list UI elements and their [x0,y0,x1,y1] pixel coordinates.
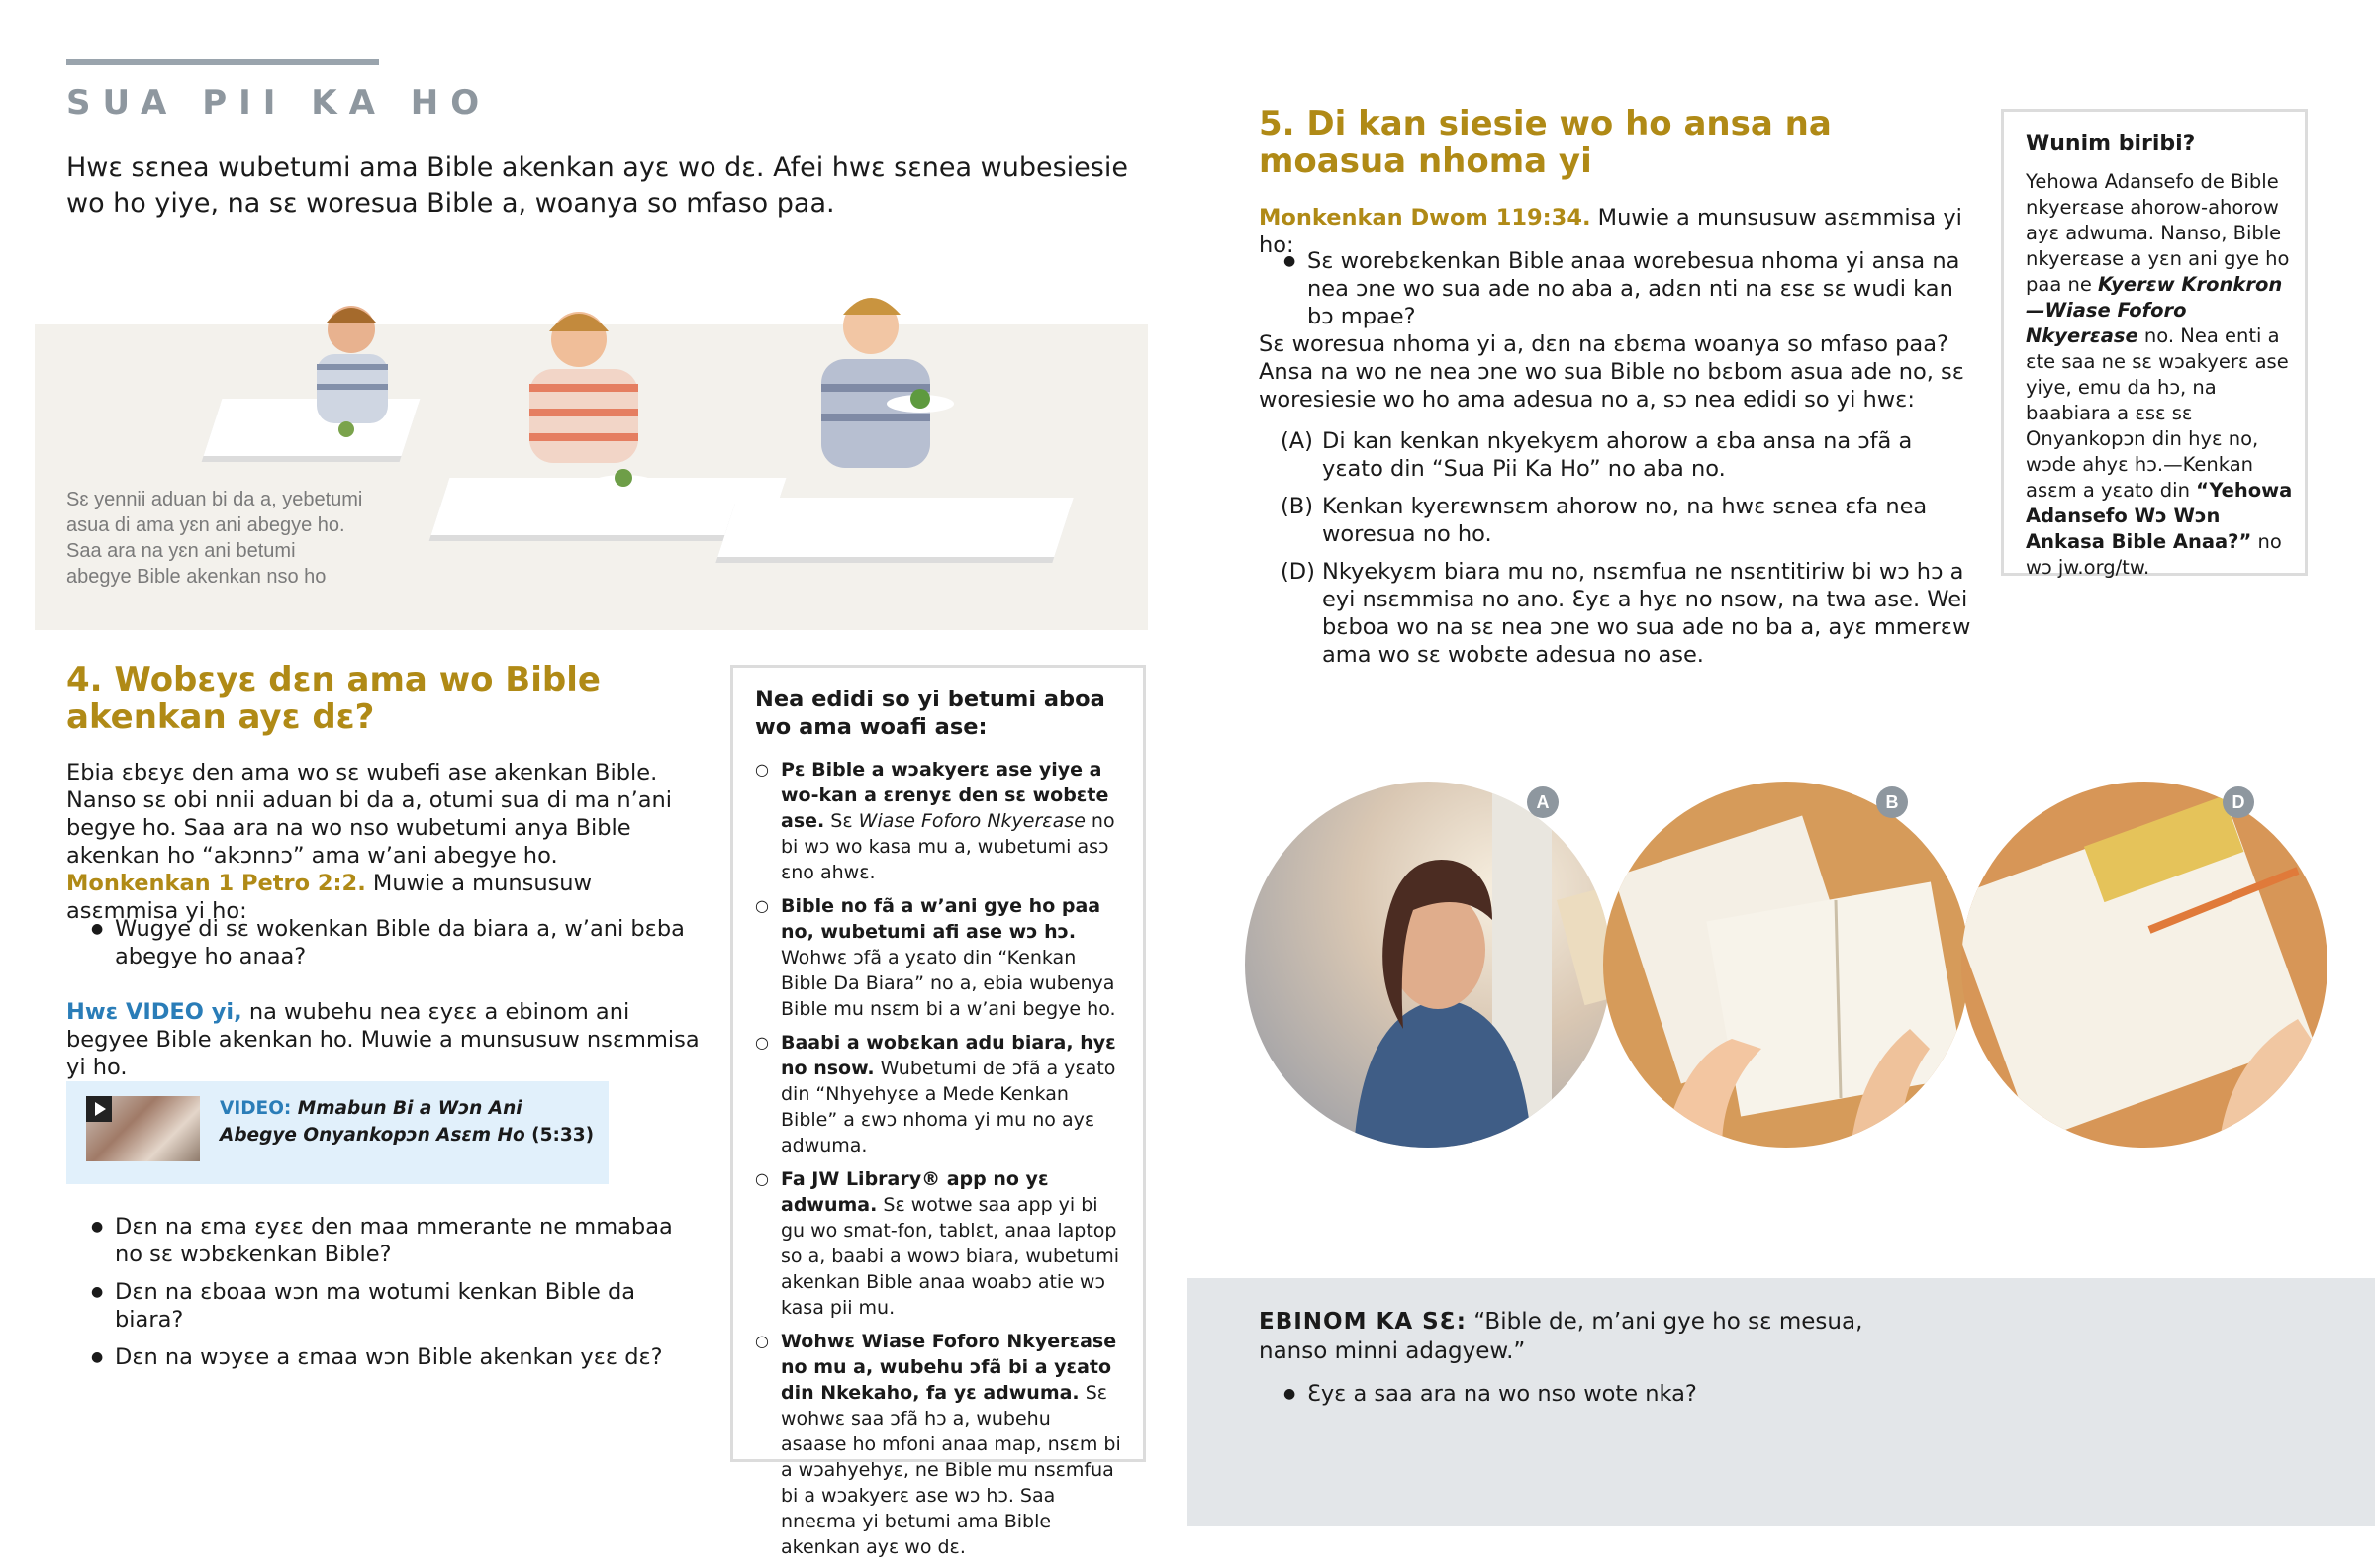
section-5-title: 5. Di kan siesie wo ho ansa na moasua nhoma yi [1259,104,1832,181]
option-b: (B) Kenkan kyerɛwnsɛm ahorow no, na hwɛ sɛnea ɛfa nea woresua no ho. [1281,494,1928,547]
box-title: Wunim biribi? [2026,132,2196,156]
section-label: SUA PII KA HO [66,83,492,123]
video-card[interactable] [66,1081,609,1184]
section-4-title: 4. Wobɛyɛ dɛn ama wo Bible akenkan ayɛ dɛ? [66,660,601,737]
list-item: ● Dɛn na ɛboaa wɔn ma wotumi kenkan Bible da biara? [91,1278,685,1334]
list-item: ○ Fa JW Library® app no yɛ adwuma. Sɛ wotwe saa app yi bi gu wo smat-fon, tablɛt, anaa laptop so a, baabi a wowɔ biara, wubetumi akenkan Bible anaa woabɔ atie wɔ kasa pii mu. [755,1166,1121,1321]
badge-d: D [2223,786,2254,818]
boy-1-illustration [247,285,465,463]
list-item: ● Dɛn na ɛma ɛyɛɛ den maa mmerante ne mmabaa no sɛ wɔbɛkenkan Bible? [91,1213,685,1268]
did-you-know-box [2001,109,2308,579]
list-item: ● Ɛyɛ a saa ara na wo nso wote nka? [1283,1380,1877,1408]
boy-2-illustration [450,290,688,517]
section-5-bullet [1283,247,1966,340]
video-questions [91,1213,685,1381]
tips-sidebar [730,665,1146,1558]
article-link[interactable]: “Yehowa Adansefo Wɔ Wɔn Ankasa Bible Anaa?” [2026,479,2293,553]
sidebar-title: Nea edidi so yi betumi aboa wo ama woafi ase: [755,687,1105,740]
scripture-link-1-peter[interactable]: Monkenkan 1 Petro 2:2. [66,871,366,896]
video-link[interactable]: Hwɛ VIDEO yi, [66,999,242,1025]
girl-reading-illustration [1245,782,1611,1148]
video-label[interactable]: VIDEO: Mmabun Bi a Wɔn Ani Abegye Onyankopɔn Asɛm Ho (5:33) [220,1098,595,1146]
video-thumbnail[interactable] [86,1096,200,1161]
badge-a: A [1527,786,1559,818]
section-4-paragraph: Ebia ɛbɛyɛ den ama wo sɛ wubefi ase akenkan Bible. Nanso sɛ obi nnii aduan bi da a, otumi sua di ma n’ani begye ho. Saa ara na wo nso wubetumi anya Bible akenkan ho “akɔnnɔ” ama w’ani abegye ho. Monkenkan 1 Petro 2:2. Muwie a munsusuw asɛmmisa yi ho: [66,760,673,924]
option-d: (D) Nkyekyɛm biara mu no, nsɛmfua ne nsɛntitiriw bi wɔ hɔ a eyi nsɛmmisa no ano. Ɛyɛ a hyɛ no nsow, na twa ase. Wei bɛboa wo na sɛ nea ɔne wo sua ade no ba a, ayɛ mmerɛw ama wo sɛ wobɛte adesua no ase. [1281,559,1971,668]
option-a: (A) Di kan kenkan nkyekyɛm ahorow a ɛba ansa na ɔfã a yɛato din “Sua Pii Ka Ho” no aba no. [1281,428,1913,482]
list-item: ○ Wohwɛ Wiase Foforo Nkyerɛase no mu a, wubehu ɔfã bi a yɛato din Nkekaho, fa yɛ adwuma. Sɛ wohwɛ saa ɔfã hɔ a, wubehu asaase ho mfoni anaa map, nsɛm bi a wɔahyehyɛ, ne Bible mu nsɛmfua bi a wɔakyerɛ ase wɔ hɔ. Saa nneɛma yi betumi ama Bible akenkan ayɛ wo dɛ. [755,1329,1121,1560]
others-say-quote: EBINOM KA SƐ: “Bible de, m’ani gye ho sɛ mesua, nanso minni adagyew.” [1259,1309,1863,1364]
list-item: ○ Bible no fã a w’ani gye ho paa no, wubetumi afi ase wɔ hɔ. Wohwɛ ɔfã a yɛato din “Kenkan Bible Da Biara” no a, ebia wubenya Bible mu nsɛm bi a w’ani begye ho. [755,893,1121,1022]
section-5-paragraph: Sɛ woresua nhoma yi a, dɛn na ɛbɛma woanya so mfaso paa? Ansa na wo ne nea ɔne wo sua Bible no bɛbom asua ade no, sɛ woresiesie wo ho ama adesua no a, sɔ nea edidi so yi hwɛ: [1259,331,1964,413]
scripture-link-psalm[interactable]: Monkenkan Dwom 119:34. [1259,205,1591,231]
illustration-caption: Sɛ yennii aduan bi da a, yebetumi asua di ama yɛn ani abegye ho. Saa ara na yɛn ani betumi abegye Bible akenkan nso ho [66,489,363,588]
section-5-options [1281,427,1973,679]
box-body: Yehowa Adansefo de Bible nkyerɛase ahorow-ahorow ayɛ adwuma. Nanso, Bible nkyerɛase a yɛn ani gye ho paa ne Kyerɛw Kronkron —Wiase Foforo Nkyerɛase no. Nea enti a ɛte saa ne sɛ wɔakyerɛ ase yiye, emu da hɔ, na baabiara a ɛsɛ sɛ Onyankopɔn din hyɛ no, wɔde ahyɛ hɔ.—Kenkan asɛm a yɛato din “Yehowa Adansefo Wɔ Wɔn Ankasa Bible Anaa?” no wɔ jw.org/tw. [2026,170,2293,579]
boy-3-illustration [762,275,980,503]
section-5-reference: Monkenkan Dwom 119:34. Muwie a munsusuw asɛmmisa yi ho: [1259,205,1962,258]
video-intro-text: Hwɛ VIDEO yi, na wubehu nea ɛyɛɛ a ebinom ani begyee Bible akenkan ho. Muwie a munsusuw nsɛmmisa yi ho. [66,999,700,1080]
section-4-bullets [91,915,685,980]
open-bible-illustration [1603,782,1969,1148]
list-item: ○ Pɛ Bible a wɔakyerɛ ase yiye a wo-kan a ɛrenyɛ den sɛ wobɛte ase. Sɛ Wiase Foforo Nkyerɛase no bi wɔ wo kasa mu a, wubetumi asɔ ɛno ahwɛ. [755,757,1121,885]
badge-b: B [1876,786,1908,818]
intro-text: Hwɛ sɛnea wubetumi ama Bible akenkan ayɛ wo dɛ. Afei hwɛ sɛnea wubesiesie wo ho yiye, na sɛ woresua Bible a, woanya so mfaso paa. [66,152,1128,219]
list-item: ● Wugye di sɛ wokenkan Bible da biara a, w’ani bɛba abegye ho anaa? [91,915,685,970]
play-icon[interactable] [86,1096,112,1122]
list-item: ● Dɛn na wɔyɛe a ɛmaa wɔn Bible akenkan yɛɛ dɛ? [91,1343,685,1371]
others-say-question [1283,1380,1877,1418]
list-item: ○ Baabi a wobɛkan adu biara, hyɛ no nsow. Wubetumi de ɔfã a yɛato din “Nhyehyɛe a Mede Kenkan Bible” a ɛwɔ nhoma yi mu no ayɛ adwuma. [755,1030,1121,1158]
sidebar-list [755,757,1121,1568]
header-rule [66,59,379,65]
study-book-illustration [1961,782,2328,1148]
list-item: ● Sɛ worebɛkenkan Bible anaa worebesua nhoma yi ansa na nea ɔne wo sua ade no aba a, adɛn nti na ɛsɛ sɛ wudi kan bɔ mpae? [1283,247,1966,330]
